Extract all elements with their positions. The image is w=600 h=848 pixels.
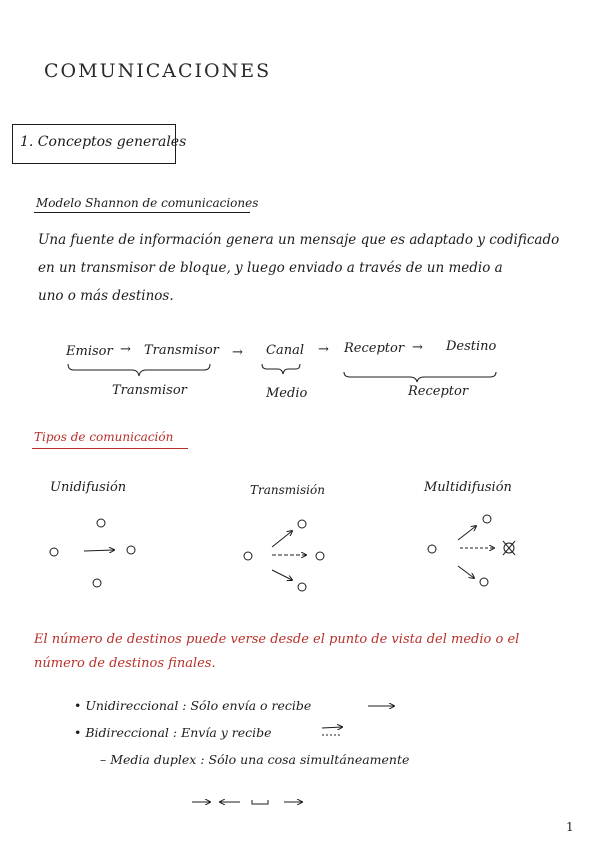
- flow-arrow-icon: →: [318, 342, 329, 357]
- flow-destino: Destino: [446, 339, 497, 354]
- flow-transmisor: Transmisor: [144, 343, 219, 358]
- shannon-paragraph-line: Una fuente de información genera un mensaje que es adaptado y codificado: [38, 232, 560, 248]
- group-receptor: Receptor: [408, 384, 469, 399]
- flow-arrow-icon: →: [120, 342, 131, 357]
- destinos-note-line: número de destinos finales.: [34, 656, 216, 671]
- page-title: COMUNICACIONES: [44, 60, 272, 82]
- group-medio: Medio: [266, 386, 308, 401]
- two-way-arrows-icon: [322, 727, 342, 735]
- bullet-unidireccional: • Unidireccional : Sólo envía o recibe: [74, 698, 312, 713]
- flow-arrow-icon: →: [232, 345, 243, 360]
- flow-arrow-icon: →: [412, 340, 423, 355]
- page-number: 1: [566, 820, 574, 834]
- heading-multidifusion: Multidifusión: [424, 480, 512, 495]
- shannon-paragraph-line: uno o más destinos.: [38, 288, 174, 304]
- shannon-heading: Modelo Shannon de comunicaciones: [36, 196, 259, 210]
- flow-canal: Canal: [266, 343, 304, 358]
- bullet-media-duplex: – Media duplex : Sólo una cosa simultáneamente: [100, 752, 410, 767]
- half-duplex-arrows-icon: [192, 800, 302, 804]
- flow-emisor: Emisor: [66, 344, 113, 359]
- bullet-bidireccional: • Bidireccional : Envía y recibe: [74, 725, 272, 740]
- section-title: 1. Conceptos generales: [20, 134, 187, 150]
- destinos-note-line: El número de destinos puede verse desde el punto de vista del medio o el: [34, 632, 520, 647]
- heading-unidifusion: Unidifusión: [50, 480, 127, 495]
- flow-receptor: Receptor: [344, 341, 405, 356]
- group-transmisor: Transmisor: [112, 383, 187, 398]
- heading-transmision: Transmisión: [250, 483, 325, 497]
- tipos-heading: Tipos de comunicación: [34, 430, 174, 444]
- shannon-paragraph-line: en un transmisor de bloque, y luego enviado a través de un medio a: [38, 260, 503, 276]
